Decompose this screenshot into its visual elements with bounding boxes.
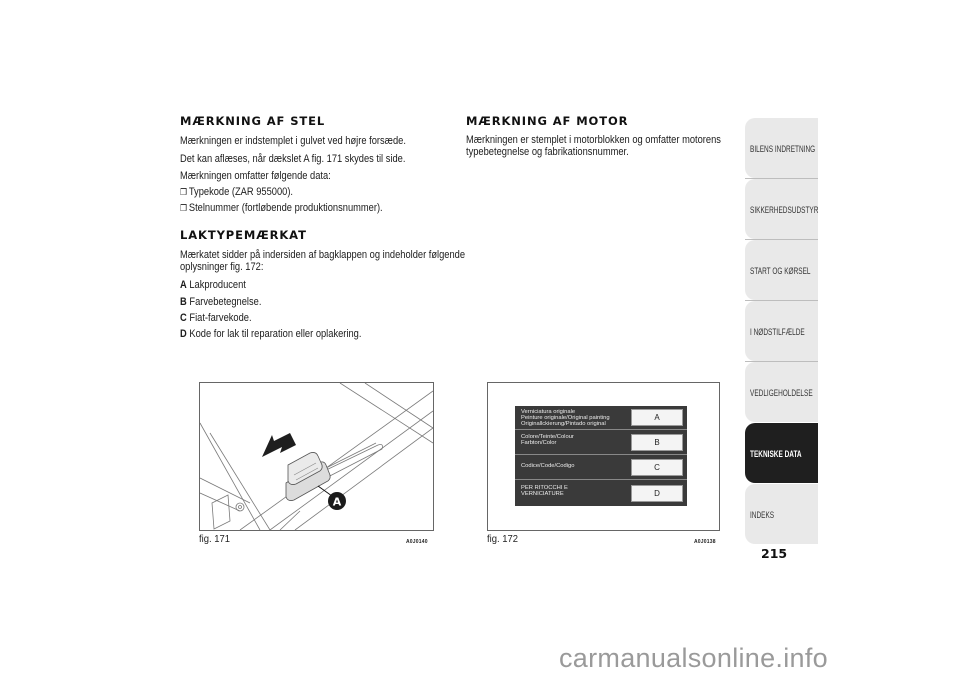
frame-marking-bullet-1: [180, 186, 293, 199]
item-text: Fiat-farvekode.: [189, 312, 252, 324]
engine-marking-line-2: typebetegnelse og fabrikationsnummer.: [466, 146, 629, 158]
tab-label: SIKKERHEDSUDSTYR: [750, 205, 819, 215]
paint-label-item-c: [180, 312, 252, 324]
bullet-text: Typekode (ZAR 955000).: [188, 186, 294, 198]
watermark: carmanualsonline.info: [559, 643, 828, 673]
item-letter: A: [180, 279, 187, 291]
slide-cover: [286, 452, 330, 500]
section-title-frame-marking: MÆRKNING AF STEL: [180, 114, 326, 128]
figure-172-paint-label: [487, 382, 720, 531]
figure-172-code: A0J0138: [694, 539, 716, 545]
label-row1-line1: Verniciatura originale: [521, 409, 576, 415]
tab-sikkerhedsudstyr[interactable]: [745, 179, 818, 239]
figure-171-code: A0J0140: [406, 539, 428, 545]
label-box-d: D: [631, 485, 683, 502]
engine-marking-line-1: Mærkningen er stemplet i motorblokken og omfatter motorens: [466, 134, 721, 146]
figure-172-caption: fig. 172: [487, 533, 519, 545]
label-row2-line2: Farbton/Color: [521, 440, 557, 446]
paint-label-item-a: [180, 279, 246, 291]
tab-label: VEDLIGEHOLDELSE: [750, 388, 813, 398]
section-title-paint-label: LAKTYPEMÆRKAT: [180, 228, 307, 242]
tab-vedligeholdelse[interactable]: [745, 362, 818, 422]
tab-label: START OG KØRSEL: [750, 266, 811, 276]
label-row1-line2: Peinture originale/Original painting: [521, 415, 610, 421]
paint-label-line-1: Mærkatet sidder på indersiden af bagklappen og indeholder følgende: [180, 249, 466, 261]
item-letter: D: [180, 328, 187, 340]
label-row4-line1: PER RITOCCHI E: [521, 485, 568, 491]
checkbox-bullet-icon: ❐: [180, 204, 188, 214]
label-divider: [515, 479, 687, 480]
tab-label: I NØDSTILFÆLDE: [750, 327, 805, 337]
frame-marking-line-1: Mærkningen er indstemplet i gulvet ved højre forsæde.: [180, 135, 406, 147]
tab-label: TEKNISKE DATA: [750, 449, 802, 459]
tab-i-nodstilfaelde[interactable]: [745, 301, 818, 361]
tab-label: INDEKS: [750, 510, 775, 520]
floor-cover-illustration: [200, 383, 433, 530]
item-letter: B: [180, 296, 187, 308]
bullet-text: Stelnummer (fortløbende produktionsnummer).: [188, 202, 383, 214]
label-row3-line1: Codice/Code/Codigo: [521, 463, 575, 469]
tab-bilens-indretning[interactable]: [745, 118, 818, 178]
item-letter: C: [180, 312, 187, 324]
frame-marking-line-3: Mærkningen omfatter følgende data:: [180, 170, 331, 182]
paint-label-line-2: oplysninger fig. 172:: [180, 261, 264, 273]
callout-a: A: [332, 495, 342, 509]
tab-indeks[interactable]: [745, 484, 818, 544]
label-row1-line3: Originallckierung/Pintado original: [521, 421, 606, 427]
tab-start-og-korsel[interactable]: [745, 240, 818, 300]
figure-171-frame-plate-cover: [199, 382, 434, 531]
label-box-a: A: [631, 409, 683, 426]
item-text: Farvebetegnelse.: [189, 296, 262, 308]
item-text: Lakproducent: [189, 279, 246, 291]
paint-label-item-b: [180, 296, 261, 308]
tab-label: BILENS INDRETNING: [750, 144, 816, 154]
paint-label-item-d: [180, 328, 361, 340]
label-row2-line1: Colore/Teinte/Colour: [521, 434, 574, 440]
paint-label-sticker: [515, 406, 687, 506]
label-divider: [515, 429, 687, 430]
page-number: 215: [761, 546, 788, 561]
label-box-b: B: [631, 434, 683, 451]
tab-tekniske-data[interactable]: [745, 423, 818, 483]
frame-marking-line-2: Det kan aflæses, når dækslet A fig. 171 skydes til side.: [180, 153, 406, 165]
label-row4-line2: VERNICIATURE: [521, 491, 564, 497]
label-box-c: C: [631, 459, 683, 476]
figure-171-caption: fig. 171: [199, 533, 231, 545]
frame-marking-bullet-2: [180, 202, 383, 215]
section-title-engine-marking: MÆRKNING AF MOTOR: [466, 114, 629, 128]
checkbox-bullet-icon: ❐: [180, 188, 188, 198]
item-text: Kode for lak til reparation eller oplakering.: [189, 328, 362, 340]
label-divider: [515, 454, 687, 455]
